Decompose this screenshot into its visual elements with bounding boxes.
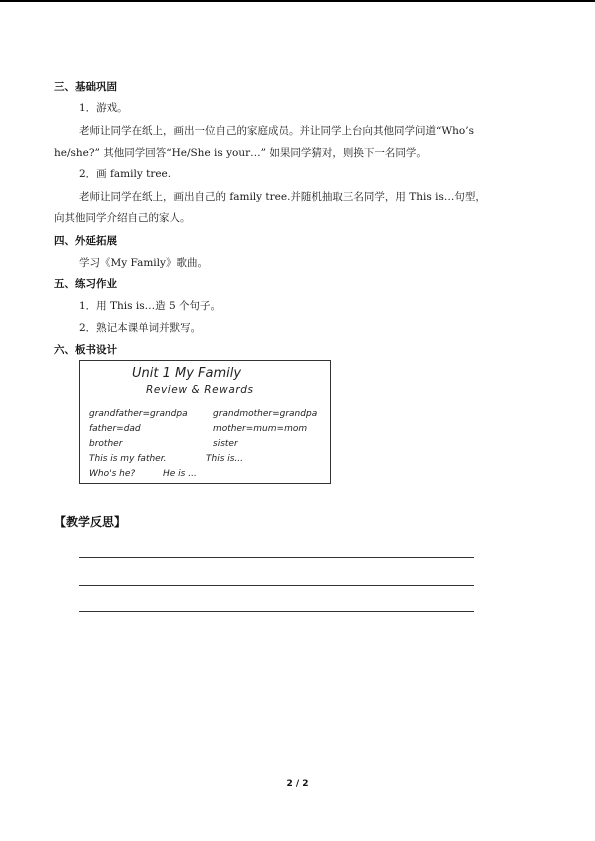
board-row-4-left: This is my father.	[89, 454, 167, 464]
section-4-text: 学习《My Family》歌曲。	[79, 257, 208, 269]
board-row-1-right: grandmother=grandpa	[213, 409, 318, 419]
section-6-heading: 六、板书设计	[54, 344, 117, 356]
reflection-line-1	[79, 557, 474, 558]
section-3-item-1-text-line-2: he/she?” 其他同学回答“He/She is your…” 如果同学猜对，则换下一名同学。	[54, 147, 427, 159]
section-5-item-2: 2．熟记本课单词并默写。	[79, 322, 202, 334]
board-row-4-right: This is...	[206, 454, 244, 464]
top-border-line	[0, 0, 595, 2]
board-row-5-left: Who's he?	[89, 469, 136, 479]
reflection-line-2	[79, 585, 474, 586]
section-3-item-2-text-line-2: 向其他同学介绍自己的家人。	[54, 212, 191, 224]
reflection-line-3	[79, 611, 474, 612]
page-number: 2 / 2	[286, 779, 309, 789]
section-4-heading: 四、外延拓展	[54, 235, 117, 247]
section-3-item-2: 2．画 family tree.	[79, 168, 172, 180]
board-subtitle: Review & Rewards	[146, 384, 254, 396]
board-row-5-right: He is ...	[163, 469, 197, 479]
board-title: Unit 1 My Family	[132, 366, 242, 381]
board-row-3-right: sister	[213, 439, 238, 449]
section-3-item-1: 1．游戏。	[79, 102, 128, 114]
board-row-3-left: brother	[89, 439, 123, 449]
board-row-1-left: grandfather=grandpa	[89, 409, 188, 419]
section-5-heading: 五、练习作业	[54, 278, 117, 290]
board-row-2-left: father=dad	[89, 424, 141, 434]
blackboard-design-box	[79, 360, 331, 484]
section-3-item-1-text-line-1: 老师让同学在纸上，画出一位自己的家庭成员。并让同学上台向其他同学问道“Who’s	[79, 125, 474, 137]
reflection-heading: 【教学反思】	[54, 515, 127, 529]
section-3-heading: 三、基础巩固	[54, 81, 117, 93]
section-3-item-2-text-line-1: 老师让同学在纸上，画出自己的 family tree.并随机抽取三名同学，用 This is…句型，	[79, 191, 486, 203]
section-5-item-1: 1．用 This is…造 5 个句子。	[79, 300, 221, 312]
board-row-2-right: mother=mum=mom	[213, 424, 308, 434]
